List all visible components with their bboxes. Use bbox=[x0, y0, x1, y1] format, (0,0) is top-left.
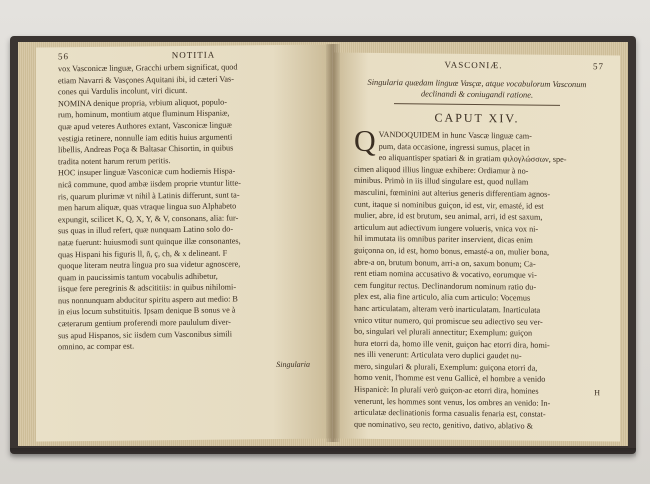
text-line: mero, singulari & plurali, Exemplum: guiçona etorri da, bbox=[354, 361, 538, 373]
text-line: HOC insuper linguæ Vasconicæ cum hodiernis Hispa- bbox=[58, 166, 236, 178]
catchword: Singularia bbox=[276, 359, 310, 370]
text-line: Hispanicè: In pluralí verò guiçon-ac etorri dira, homines bbox=[354, 384, 539, 396]
text-line: hanc articulatam, alteram verò inarticulatam. Inarticulata bbox=[354, 303, 541, 315]
right-body-text bbox=[334, 124, 620, 433]
right-running-title: VASCONIÆ. bbox=[444, 59, 503, 71]
text-line: quam in paucissimis tantum vocabulis adhibetur, bbox=[58, 271, 218, 283]
right-page bbox=[334, 53, 620, 442]
text-line: cunt, itaque si nominibus guiçon, id est, vir, emasté, id est bbox=[354, 199, 544, 211]
left-page bbox=[36, 44, 332, 441]
text-line: sus apud Hispanos, sic iisdem cum Vasconibus simili bbox=[58, 329, 233, 340]
text-line: minibus. Primò in iis illud singulare est, quod nullam bbox=[354, 176, 529, 187]
text-line: eo aliquantisper spatiari & in gratiam φιλογλώσσων, spe- bbox=[378, 153, 567, 165]
left-page-number: 56 bbox=[58, 51, 69, 62]
text-line: masculini, fœminini aut alterius generis differentiam agnos- bbox=[354, 187, 551, 199]
text-line: vestigia retinere, nonnulle iam editis huius argumenti bbox=[58, 132, 233, 143]
text-line: iisque fere peregrinis & adscititiis: in quibus nihilomi- bbox=[58, 282, 237, 294]
text-line: cæterarum gentium proferendi more paululum diver- bbox=[58, 317, 231, 329]
text-line: quas Hispani his figuris ll, ñ, ç, ch, & x delineant. F bbox=[58, 248, 228, 259]
text-line: abre-a on, brutum bonum, arri-a on, saxum bonum; Ca- bbox=[354, 257, 536, 269]
text-line: quæ apud veteres Authores extant, Vasconicæ linguæ bbox=[58, 120, 232, 132]
drop-capital: Q bbox=[354, 124, 376, 158]
chapter-title: CAPUT XIV. bbox=[434, 110, 520, 126]
book-shadow bbox=[10, 448, 636, 458]
right-page-number: 57 bbox=[592, 61, 604, 72]
section-heading: Singularia quædam linguæ Vasçæ, atque vocabulorum Vasconum declinandi & coniugandi ratione. bbox=[367, 77, 587, 100]
text-line: cimen aliquod illius linguæ exhibere: Ordiamur à no- bbox=[354, 164, 529, 176]
text-line: homo venit, l'homme est venu Gallicè, el hombre a venido bbox=[354, 373, 546, 385]
text-line: nicâ commune, quod ambæ iisdem proprie vtuntur litte- bbox=[58, 178, 241, 190]
text-line: ris, quarum plurimæ vt nihil à Latinis differunt, sunt ta- bbox=[58, 189, 240, 201]
text-line: que nominativo, seu recto, genitivo, dativo, ablativo & bbox=[354, 419, 533, 431]
text-line: articulatæ declinationis forma casualis fenaria est, constat- bbox=[354, 407, 546, 419]
text-line: venerunt, les hommes sont venus, los ombres an venido: In- bbox=[354, 396, 551, 408]
left-body-text bbox=[36, 58, 332, 353]
text-line: quoque literam neutra lingua pro sua videtur agnoscere, bbox=[58, 259, 241, 271]
text-line: hil immutata iis omnibus pariter inservient, dicas enim bbox=[354, 234, 533, 245]
text-line: men harum aliquæ, quas vtraque lingua suo Alphabeto bbox=[58, 201, 237, 213]
text-line: in eius locum substituitis. Ipsam denique B sonus ve à bbox=[58, 305, 236, 317]
text-line: rum, hominum, montium atque fluminum Hispaniæ, bbox=[58, 108, 230, 120]
text-line: rent etiam nomina accusativo & vocativo, eorumque vi- bbox=[354, 268, 537, 280]
text-line: mulier, abre, id est brutum, seu animal, arri, id est saxum, bbox=[354, 210, 543, 222]
text-line: NOMINA denique propria, vrbium aliquot, populo- bbox=[58, 97, 227, 109]
text-line: VANDOQUIDEM in hunc Vascæ linguæ cam- bbox=[378, 129, 532, 141]
signature-mark: H bbox=[594, 388, 600, 398]
text-line: expungit, scilicet K, Q, X, Y, & V, consonans, alia: fur- bbox=[58, 213, 239, 225]
text-line: natæ fuerunt: huiusmodi sunt quinque illæ consonantes, bbox=[58, 236, 241, 248]
text-line: libellis, Andreas Poça & Baltasar Chisortin, in quibus bbox=[58, 143, 234, 155]
text-line: omnino, ac compar est. bbox=[58, 341, 135, 352]
text-line: etiam Navarri & Vasçones Aquitani ibi, id cæteri Vas- bbox=[58, 74, 234, 85]
text-line: articulum aut adiectivum iungere volueris, vnica vox ni- bbox=[354, 222, 539, 234]
text-line: sus quas in illud refert, quæ nunquam Latino solo do- bbox=[58, 224, 234, 236]
text-line: bo, singulari vel plurali annectitur; Exemplum: guiçon bbox=[354, 326, 533, 338]
text-line: plex est, alia fine articulo, alia cum articulo: Vocemus bbox=[354, 292, 531, 303]
text-line: nus nonnunquam abducitur spiritu aspero aut medio: B bbox=[58, 294, 238, 306]
text-line: hura etorri da, homo ille venit, guiçon hac etorri dira, homi- bbox=[354, 338, 550, 350]
text-line: tradita notent harum rerum peritis. bbox=[58, 155, 171, 167]
text-line: cem fungitur rectus. Declinandorum nominum ratio du- bbox=[354, 280, 537, 292]
text-line: vnico vtitur numero, qui promiscue seu adiectivo seu ver- bbox=[354, 315, 543, 327]
book-gutter bbox=[326, 44, 340, 442]
left-running-title: NOTITIA bbox=[171, 49, 216, 61]
text-line: nes illi venerunt: Articulata vero duplici gaudet nu- bbox=[354, 349, 522, 361]
text-line: guiçonna on, id est, homo bonus, emasté-a on, mulier bona, bbox=[354, 245, 550, 257]
text-line: cones qui Vardulis incolunt, viri dicunt. bbox=[58, 86, 188, 97]
heading-rule bbox=[394, 103, 560, 106]
text-line: vox Vasconicæ linguæ, Gracchi urbem significat, quod bbox=[58, 62, 238, 74]
text-line: pum, data occasione, ingressi sumus, placet in bbox=[378, 141, 530, 153]
